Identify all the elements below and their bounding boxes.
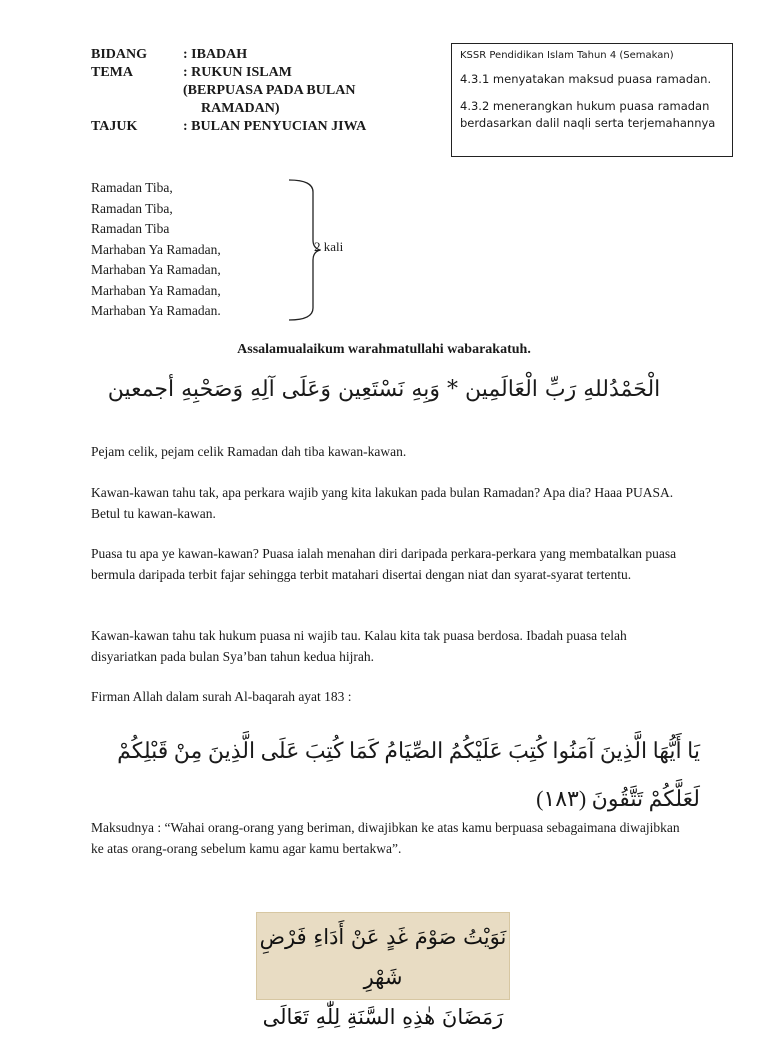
song-line: Ramadan Tiba: [91, 221, 170, 236]
song-line: Ramadan Tiba,: [91, 200, 173, 216]
niat-calligraphy: [256, 912, 510, 1029]
verse-line-1: يَا أَيُّهَا الَّذِينَ آمَنُوا كُتِبَ عَلَيْكُمُ الصِّيَامُ كَمَا كُتِبَ عَلَى الَّذِينَ مِنْ قَبْلِكُمْ: [117, 738, 700, 763]
song-line: Marhaban Ya Ramadan,: [91, 282, 221, 298]
tajuk-row: [91, 118, 366, 136]
song-line: Marhaban Ya Ramadan,: [91, 262, 221, 277]
niat-line-1: نَوَيْتُ صَوْمَ غَدٍ عَنْ أَدَاءِ فَرْضِ شَهْرِ: [259, 925, 507, 989]
niat-line-2: رَمَضَانَ هٰذِهِ السَّنَةِ لِلّٰهِ تَعَالَى: [262, 1005, 504, 1029]
paragraph-3: Puasa tu apa ye kawan-kawan? Puasa ialah menahan diri daripada perkara-perkara yang membatalkan puasa bermula daripada terbit fajar sehingga terbit matahari disertai dengan niat dan syarat-syarat tertentu.: [91, 546, 677, 582]
arabic-opening: الْحَمْدُللهِ رَبِّ الْعَالَمِين * وَبِهِ نَسْتَعِين وَعَلَى آلِهِ وَصَحْبِهِ أجمعين: [107, 377, 661, 402]
paragraph-4: Kawan-kawan tahu tak hukum puasa ni wajib tau. Kalau kita tak puasa berdosa. Ibadah puasa telah disyariatkan pada bulan Sya’ban tahun kedua hijrah.: [91, 628, 627, 664]
paragraph-1: Pejam celik, pejam celik Ramadan dah tiba kawan-kawan.: [91, 444, 407, 459]
song-line: Marhaban Ya Ramadan,: [91, 241, 221, 257]
song-lyrics: [91, 178, 221, 322]
song-line: Ramadan Tiba,: [91, 180, 173, 195]
curriculum-standard-box: [451, 43, 733, 157]
curriculum-title: KSSR Pendidikan Islam Tahun 4 (Semakan): [460, 50, 674, 61]
bidang-row: [91, 46, 366, 64]
verse-line-2: لَعَلَّكُمْ تَتَّقُونَ (١٨٣): [536, 786, 700, 811]
greeting: Assalamualaikum warahmatullahi wabarakatuh.: [237, 342, 531, 357]
tema-label: TEMA: [91, 65, 133, 80]
paragraph-5: Firman Allah dalam surah Al-baqarah ayat 183 :: [91, 689, 352, 704]
quran-verse: [90, 727, 700, 823]
verse-translation: Maksudnya : “Wahai orang-orang yang beriman, diwajibkan ke atas kamu berpuasa sebagaimana diwajibkan ke atas orang-orang sebelum kamu agar kamu bertakwa”.: [91, 820, 680, 856]
bidang-value: : IBADAH: [183, 47, 248, 62]
standard-item-2: 4.3.2 menerangkan hukum puasa ramadan berdasarkan dalil naqli serta terjemahannya: [460, 99, 716, 130]
tajuk-value: : BULAN PENYUCIAN JIWA: [183, 119, 367, 134]
tema-sub2: RAMADAN): [201, 101, 280, 116]
paragraph-2: Kawan-kawan tahu tak, apa perkara wajib yang kita lakukan pada bulan Ramadan? Apa dia? Haaa PUASA. Betul tu kawan-kawan.: [91, 485, 674, 521]
tema-row: [91, 64, 366, 82]
standard-item-1: 4.3.1 menyatakan maksud puasa ramadan.: [460, 72, 712, 86]
tema-sub1: (BERPUASA PADA BULAN: [183, 83, 356, 98]
repeat-note: 2 kali: [314, 239, 344, 254]
tema-value: : RUKUN ISLAM: [183, 65, 292, 80]
song-line: Marhaban Ya Ramadan.: [91, 303, 221, 318]
bidang-label: BIDANG: [91, 47, 148, 62]
header-block: [91, 46, 366, 136]
tajuk-label: TAJUK: [91, 119, 138, 134]
